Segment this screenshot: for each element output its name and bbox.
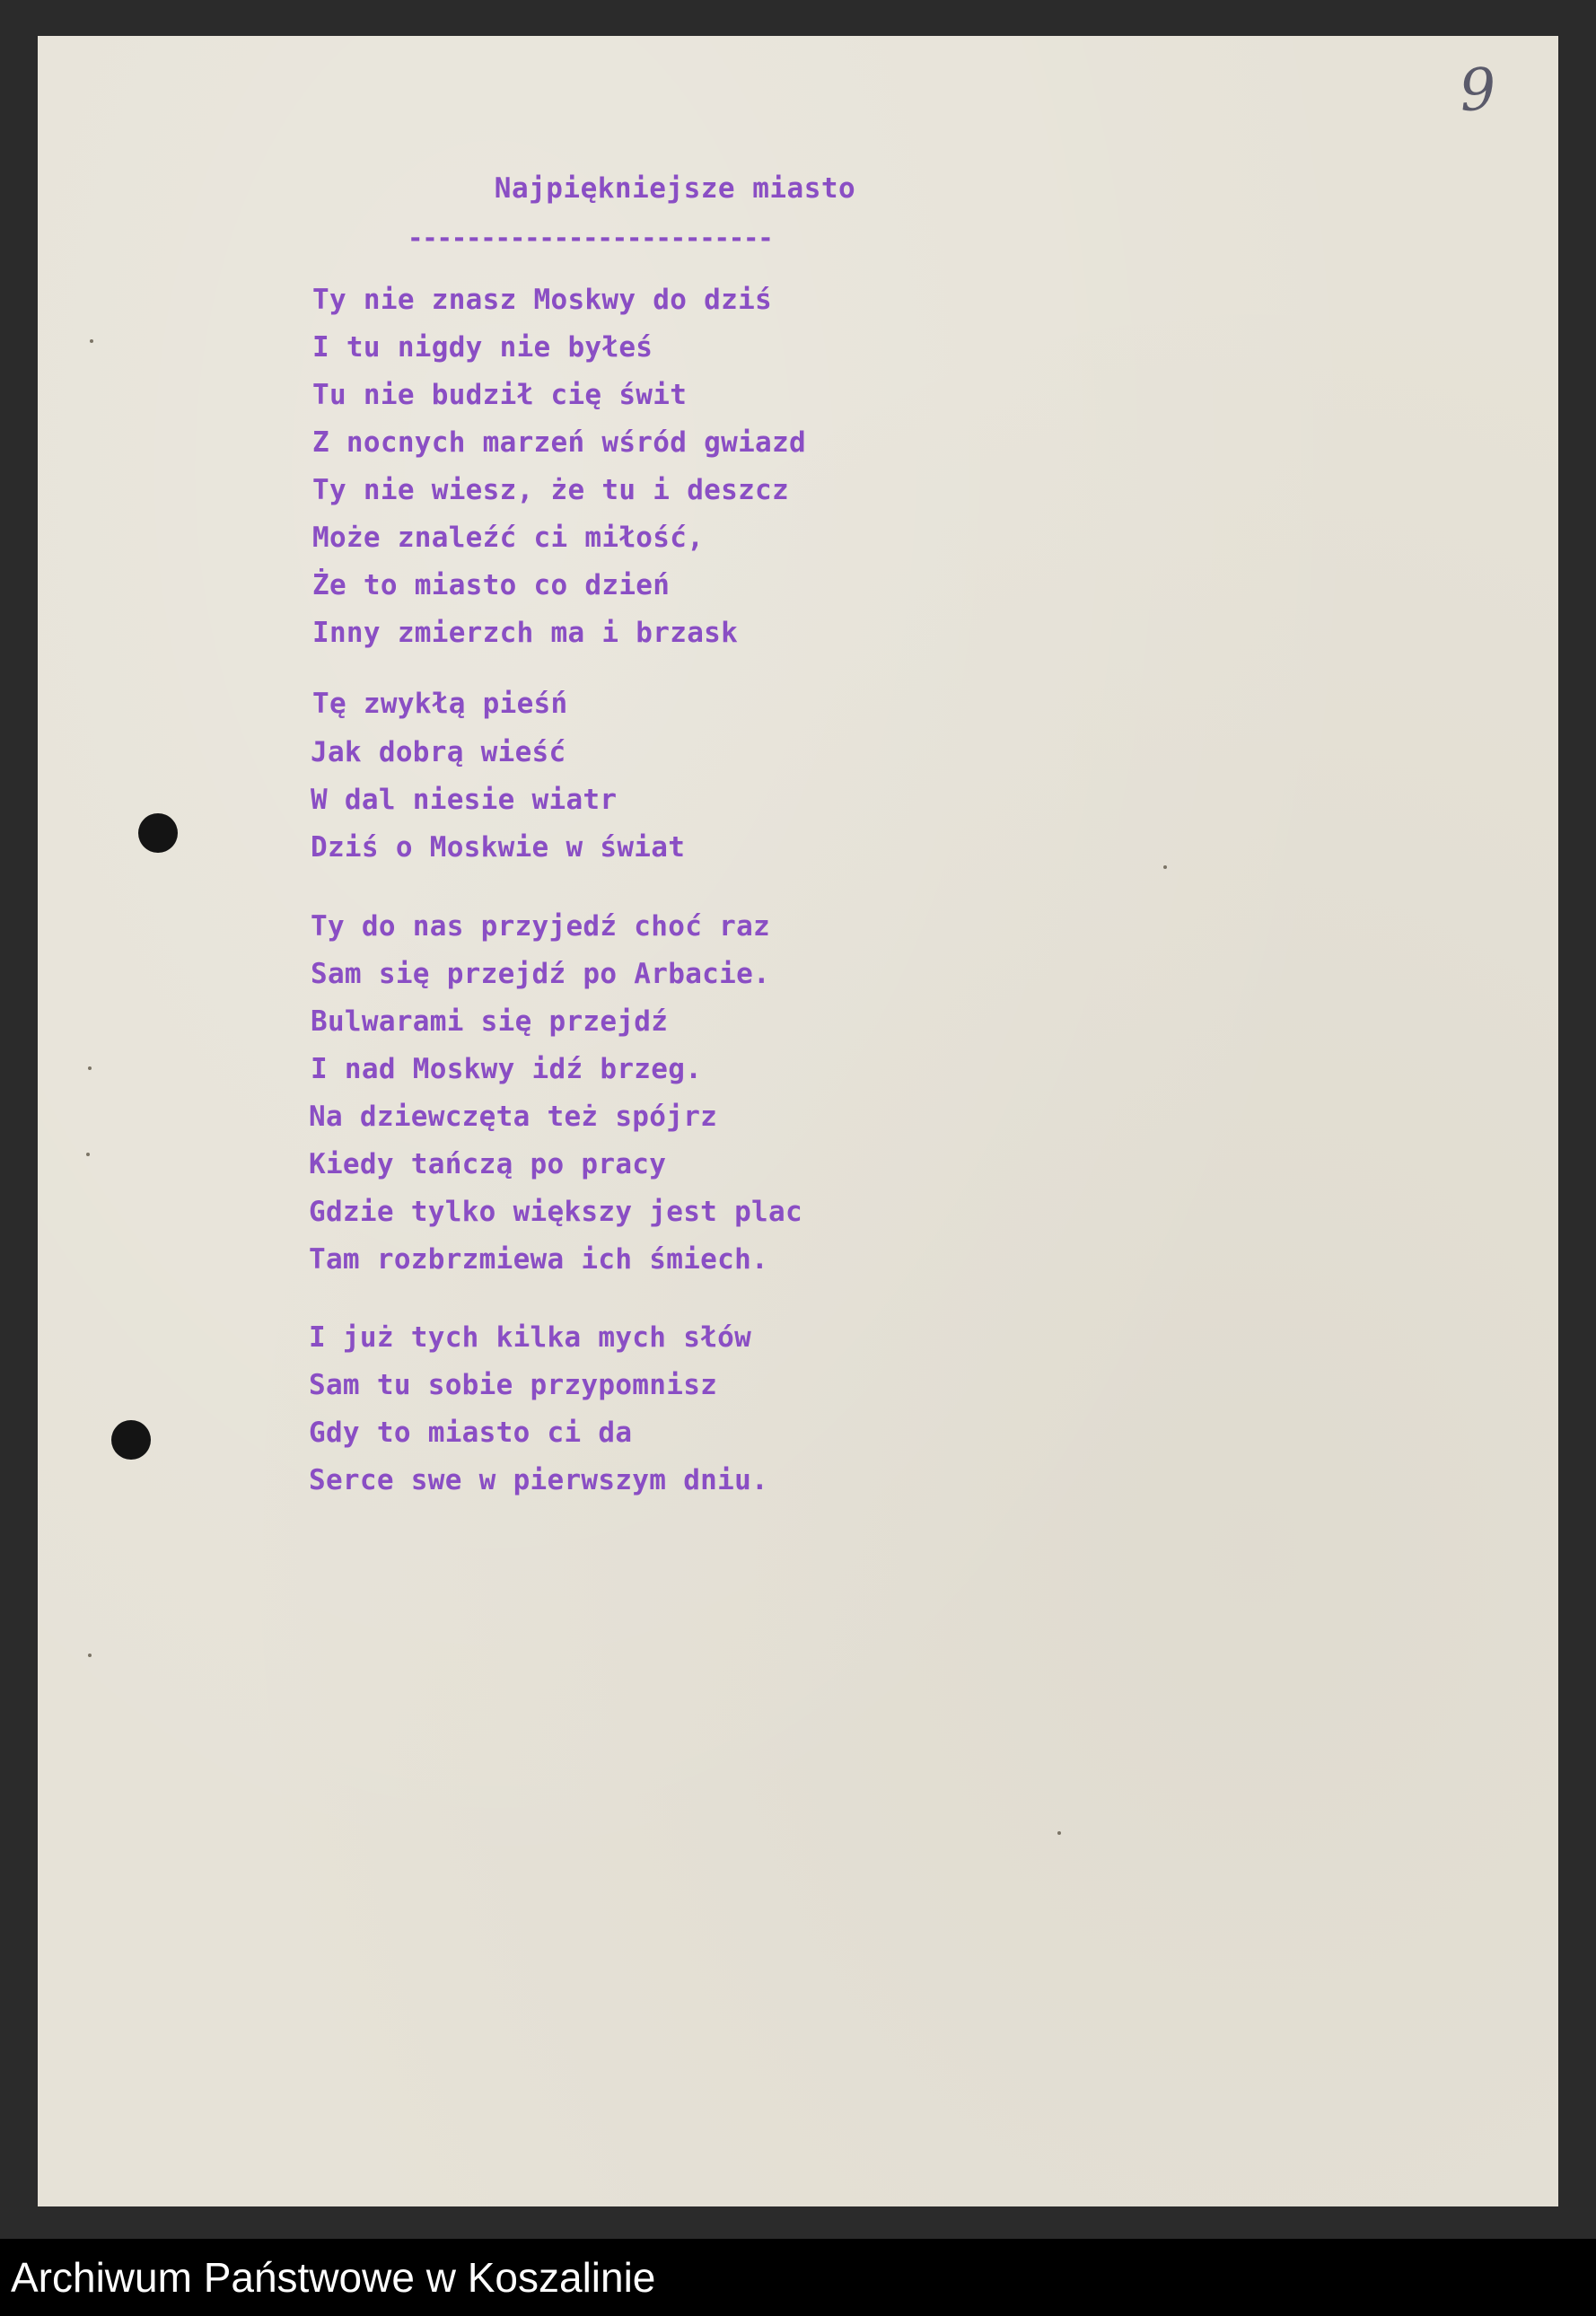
paper-speck xyxy=(86,1153,90,1156)
archive-name: Archiwum Państwowe w Koszalinie xyxy=(11,2254,656,2301)
poem-line: W dal niesie wiatr xyxy=(311,784,618,816)
poem-line: I nad Moskwy idź brzeg. xyxy=(311,1053,703,1085)
poem-body xyxy=(307,36,989,2206)
poem-line: Bulwarami się przejdź xyxy=(311,1005,669,1038)
poem-line: Z nocnych marzeń wśród gwiazd xyxy=(312,426,806,459)
poem-line: Na dziewczęta też spójrz xyxy=(309,1101,718,1133)
paper-speck xyxy=(90,339,93,343)
poem-line: Inny zmierzch ma i brzask xyxy=(312,617,739,649)
poem-line: Ty do nas przyjedź choć raz xyxy=(311,910,771,943)
poem-line: Tam rozbrzmiewa ich śmiech. xyxy=(309,1243,769,1276)
document-page xyxy=(38,36,1558,2206)
poem-line: Gdzie tylko większy jest plac xyxy=(309,1196,802,1228)
punch-hole-lower xyxy=(111,1420,151,1460)
poem-line: Sam tu sobie przypomnisz xyxy=(309,1369,718,1401)
poem-line: Ty nie wiesz, że tu i deszcz xyxy=(312,474,789,506)
paper-speck xyxy=(1163,865,1167,869)
poem-title: Najpiękniejsze miasto xyxy=(494,172,856,205)
punch-hole-upper xyxy=(138,813,178,853)
poem-line: Może znaleźć ci miłość, xyxy=(312,522,705,554)
poem-line: Serce swe w pierwszym dniu. xyxy=(309,1464,769,1496)
archive-footer-bar xyxy=(0,2239,1596,2316)
poem-line: Tę zwykłą pieśń xyxy=(312,688,568,720)
page-number: 9 xyxy=(1457,56,1499,126)
paper-speck xyxy=(88,1654,92,1657)
poem-line: Sam się przejdź po Arbacie. xyxy=(311,958,771,990)
title-underline: ------------------------- xyxy=(408,223,773,253)
poem-line: Dziś o Moskwie w świat xyxy=(311,831,686,864)
poem-line: Kiedy tańczą po pracy xyxy=(309,1148,667,1180)
poem-line: Jak dobrą wieść xyxy=(311,736,566,768)
poem-line: Że to miasto co dzień xyxy=(312,569,671,601)
poem-line: Tu nie budził cię świt xyxy=(312,379,688,411)
paper-speck xyxy=(88,1066,92,1070)
poem-line: I już tych kilka mych słów xyxy=(309,1321,752,1354)
poem-line: Ty nie znasz Moskwy do dziś xyxy=(312,284,773,316)
paper-speck xyxy=(1057,1831,1061,1835)
poem-line: I tu nigdy nie byłeś xyxy=(312,331,653,364)
poem-line: Gdy to miasto ci da xyxy=(309,1417,633,1449)
